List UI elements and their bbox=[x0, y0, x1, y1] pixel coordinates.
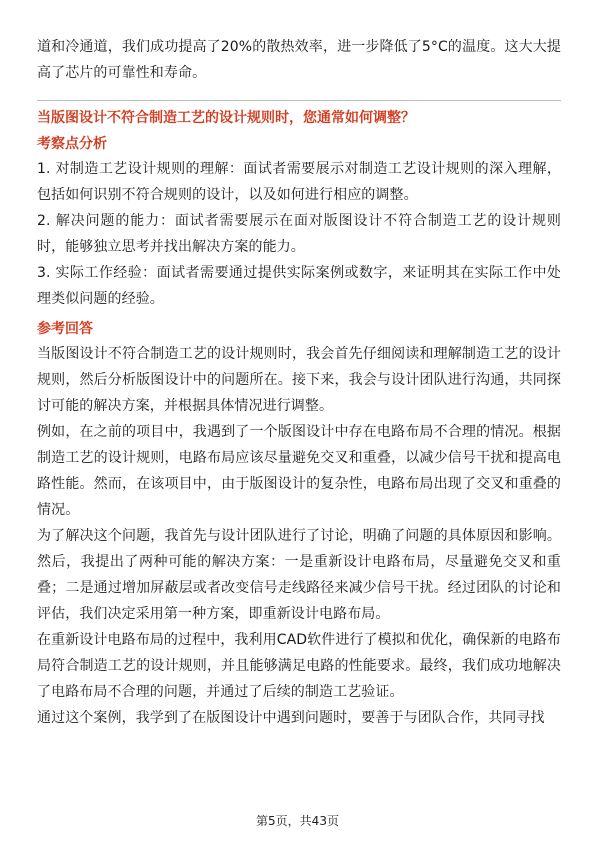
intro-paragraph: 道和冷通道，我们成功提高了20%的散热效率，进一步降低了5°C的温度。这大大提高了芯片的可靠性和寿命。 bbox=[37, 39, 561, 81]
answer-paragraph-5: 通过这个案例，我学到了在版图设计中遇到问题时，要善于与团队合作，共同寻找 bbox=[37, 710, 545, 726]
answer-paragraph-1: 当版图设计不符合制造工艺的设计规则时，我会首先仔细阅读和理解制造工艺的设计规则，然后分析版图设计中的问题所在。接下来，我会与设计团队进行沟通，共同探讨可能的解决方案，并根据具体情况进行调整。 bbox=[37, 346, 561, 414]
question-heading: 当版图设计不符合制造工艺的设计规则时，您通常如何调整？ bbox=[37, 110, 415, 126]
answer-paragraph-4: 在重新设计电路布局的过程中，我利用CAD软件进行了模拟和优化，确保新的电路布局符合制造工艺的设计规则，并且能够满足电路的性能要求。最终，我们成功地解决了电路布局不合理的问题，并通过了后续的制造工艺验证。 bbox=[37, 632, 561, 700]
analysis-title: 考察点分析 bbox=[37, 136, 107, 152]
answer-paragraph-2: 例如，在之前的项目中，我遇到了一个版图设计中存在电路布局不合理的情况。根据制造工艺的设计规则，电路布局应该尽量避免交叉和重叠，以减少信号干扰和提高电路性能。然而，在该项目中，由于版图设计的复杂性，电路布局出现了交叉和重叠的情况。 bbox=[37, 424, 561, 518]
section-divider bbox=[37, 100, 561, 101]
analysis-point-1: 1. 对制造工艺设计规则的理解：面试者需要展示对制造工艺设计规则的深入理解，包括如何识别不符合规则的设计，以及如何进行相应的调整。 bbox=[37, 161, 561, 203]
analysis-point-3: 3. 实际工作经验：面试者需要通过提供实际案例或数字，来证明其在实际工作中处理类似问题的经验。 bbox=[37, 265, 561, 307]
page-content bbox=[37, 34, 561, 731]
page-number-footer: 第5页，共43页 bbox=[256, 814, 339, 828]
analysis-point-2: 2. 解决问题的能力：面试者需要展示在面对版图设计不符合制造工艺的设计规则时，能够独立思考并找出解决方案的能力。 bbox=[37, 213, 561, 255]
answer-title: 参考回答 bbox=[37, 321, 93, 337]
answer-paragraph-3: 为了解决这个问题，我首先与设计团队进行了讨论，明确了问题的具体原因和影响。然后，我提出了两种可能的解决方案：一是重新设计电路布局，尽量避免交叉和重叠；二是通过增加屏蔽层或者改变信号走线路径来减少信号干扰。经过团队的讨论和评估，我们决定采用第一种方案，即重新设计电路布局。 bbox=[37, 528, 561, 622]
